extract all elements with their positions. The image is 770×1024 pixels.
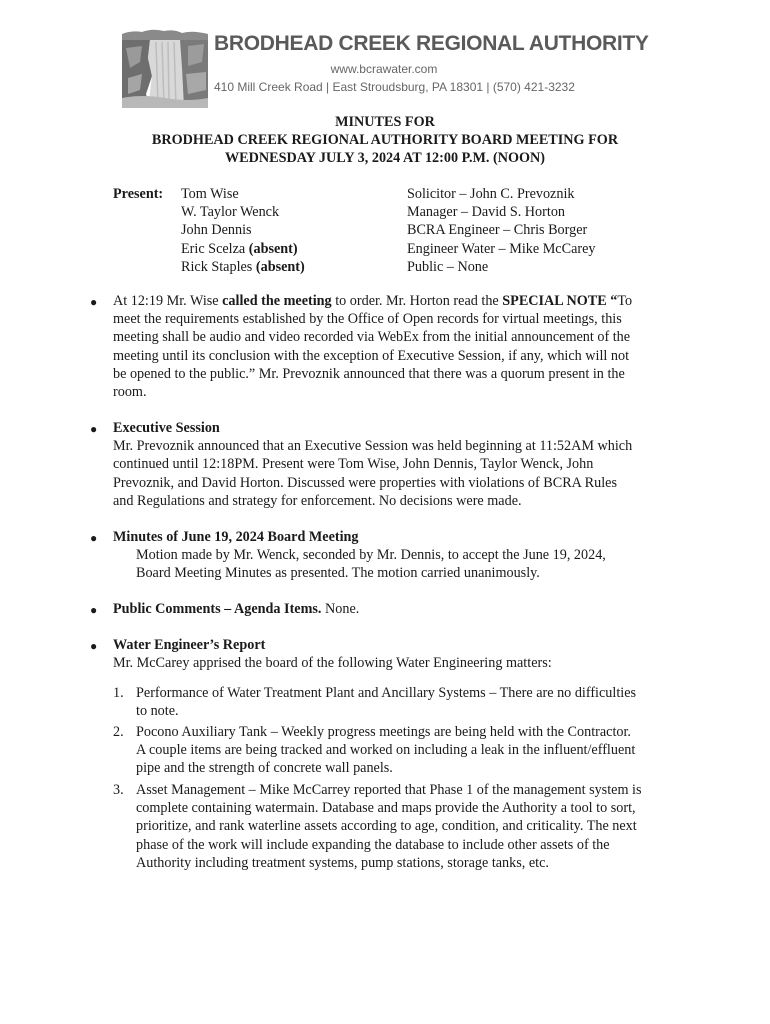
public-comments-section: Public Comments – Agenda Items. None. (113, 601, 360, 617)
section-heading: Executive Session (113, 420, 220, 436)
board-member: John Dennis (181, 222, 252, 239)
organization-name: BRODHEAD CREEK REGIONAL AUTHORITY (214, 32, 649, 55)
bullet-icon: ● (90, 531, 98, 545)
staff-member: Engineer Water – Mike McCarey (407, 240, 596, 257)
waterfall-logo (122, 28, 208, 108)
list-item: Performance of Water Treatment Plant and Ancillary Systems – There are no difficulties to note. (136, 685, 637, 720)
absent-note: (absent) (248, 240, 298, 257)
list-item: Pocono Auxiliary Tank – Weekly progress meetings are being held with the Contractor. A couple items are being tracked and worked on including a leak in the influent/effluent pipe and the strength of concrete wall panels. (136, 724, 636, 777)
section-heading: Water Engineer’s Report (113, 637, 266, 653)
section-heading: Public Comments – Agenda Items. (113, 601, 322, 617)
list-number: 3. (113, 782, 124, 798)
staff-list (407, 185, 595, 276)
staff-member: Solicitor – John C. Prevoznik (407, 186, 575, 202)
present-label: Present: (113, 186, 164, 202)
title-line-2: BRODHEAD CREEK REGIONAL AUTHORITY BOARD MEETING FOR (151, 132, 619, 148)
executive-session-section: Executive Session Mr. Prevoznik announced that an Executive Session was held beginning at 11:52AM which continued until 12:18PM. Present were Tom Wise, John Dennis, Taylor Wenck, John Prevoznik, and David Horton. Discussed were properties with violations of BCRA Rules and Regulations and strategy for enforcement. No decisions were made. (113, 420, 633, 509)
list-number: 2. (113, 724, 124, 740)
organization-address: 410 Mill Creek Road | East Stroudsburg, PA 18301 | (570) 421-3232 (214, 80, 575, 94)
bullet-icon: ● (90, 639, 98, 653)
minutes-section (113, 528, 673, 546)
title-line-3: WEDNESDAY JULY 3, 2024 AT 12:00 P.M. (NOON) (224, 150, 546, 166)
board-member: Tom Wise (181, 186, 239, 202)
document-title (0, 113, 770, 167)
absent-note: (absent) (255, 258, 305, 275)
organization-website: www.bcrawater.com (330, 62, 438, 76)
board-members-list (181, 185, 305, 276)
opening-paragraph: At 12:19 Mr. Wise called the meeting to order. Mr. Horton read the SPECIAL NOTE “To meet the requirements established by the Office of Open records for virtual meetings, this meeting shall be audio and video recorded via WebEx from the initial announcement of the meeting until its conclusion with the exception of Executive Session, if any, which will not be opened to the public.” Mr. Prevoznik announced that there was a quorum present in the room. (113, 293, 633, 401)
bullet-icon: ● (90, 422, 98, 436)
staff-member: Manager – David S. Horton (407, 204, 566, 221)
bullet-icon: ● (90, 295, 98, 309)
board-member: W. Taylor Wenck (181, 204, 280, 221)
board-member: Rick Staples (absent) (181, 258, 305, 275)
section-heading: Minutes of June 19, 2024 Board Meeting (113, 529, 359, 545)
title-line-1: MINUTES FOR (335, 114, 435, 130)
staff-member: Public – None (407, 258, 489, 275)
bullet-icon: ● (90, 603, 98, 617)
list-number: 1. (113, 685, 124, 701)
board-member: Eric Scelza (absent) (181, 240, 298, 257)
list-item: Asset Management – Mike McCarrey reported that Phase 1 of the management system is complete containing watermain. Database and maps provide the Authority a tool to sort, prioritize, and rank waterline assets according to age, condition, and criticality. The next phase of the work will include expanding the database to include other assets of the Authority including treatment systems, pump stations, storage tanks, etc. (136, 782, 642, 871)
minutes-motion: Motion made by Mr. Wenck, seconded by Mr. Dennis, to accept the June 19, 2024, Board Meeting Minutes as presented. The motion carried unanimously. (136, 547, 606, 582)
water-engineer-report-section: Water Engineer’s Report Mr. McCarey apprised the board of the following Water Engineering matters: (113, 637, 552, 672)
staff-member: BCRA Engineer – Chris Borger (407, 222, 588, 239)
